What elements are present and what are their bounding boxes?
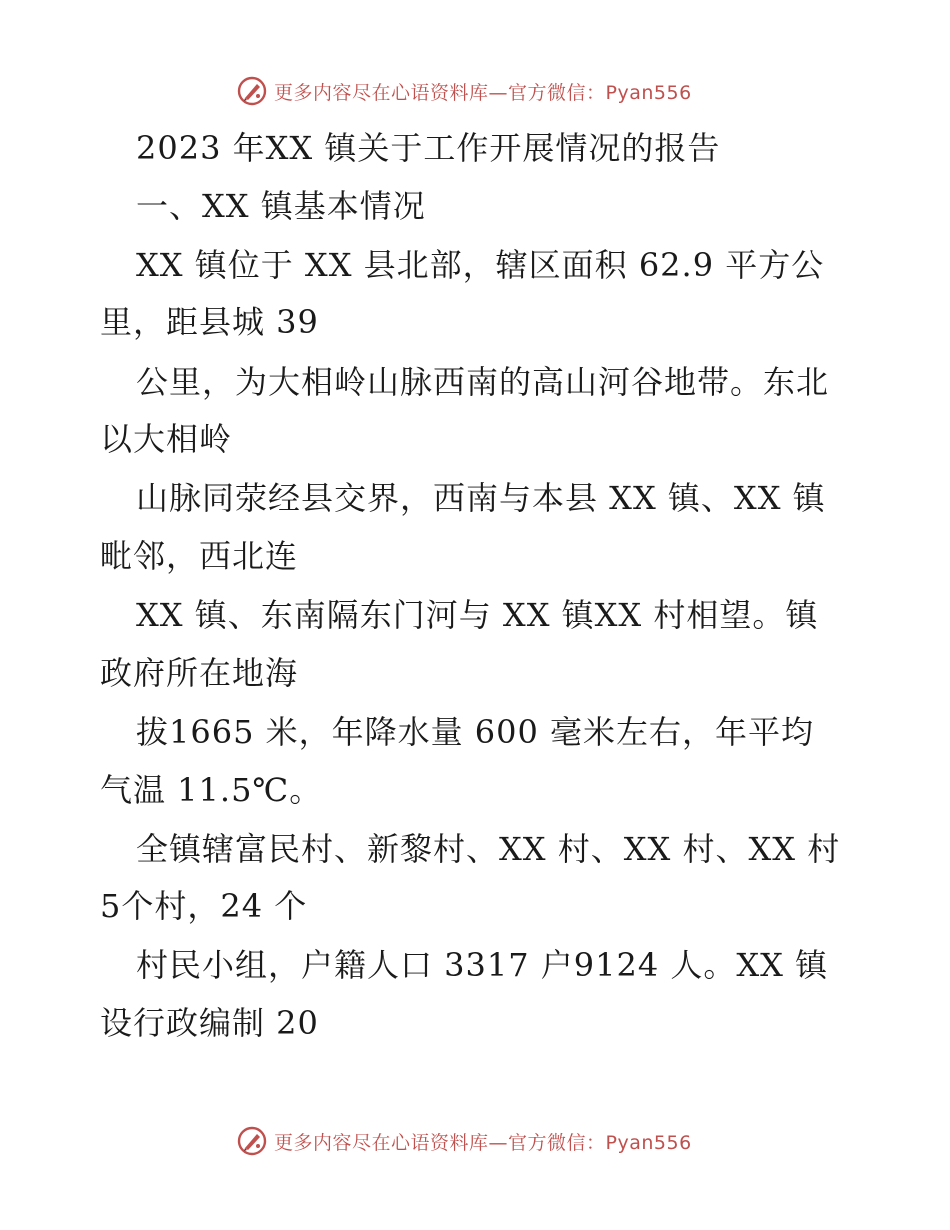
paragraph-line: 设行政编制 20	[100, 1004, 319, 1042]
paragraph-line: 以大相岭	[100, 420, 233, 458]
pen-seal-logo-icon	[236, 75, 268, 107]
paragraph-line: 5个村，24 个	[100, 887, 308, 925]
paragraph-line: 气温 11.5℃。	[100, 771, 323, 809]
paragraph-line: 政府所在地海	[100, 654, 299, 692]
section-heading: 一、XX 镇基本情况	[136, 187, 426, 225]
watermark-text: 更多内容尽在心语资料库—官方微信：Pyan556	[274, 81, 692, 104]
footer-watermark	[236, 1124, 692, 1158]
paragraph-line: XX 镇位于 XX 县北部，辖区面积 62.9 平方公	[136, 246, 825, 284]
watermark-text: 更多内容尽在心语资料库—官方微信：Pyan556	[274, 1131, 692, 1154]
paragraph-line: 公里，为大相岭山脉西南的高山河谷地带。东北	[136, 363, 830, 401]
paragraph-line: 拔1665 米，年降水量 600 毫米左右，年平均	[136, 713, 815, 751]
paragraph-line: 全镇辖富民村、新黎村、XX 村、XX 村、XX 村	[136, 830, 841, 868]
paragraph-line: 里，距县城 39	[100, 303, 319, 341]
pen-seal-logo-icon	[236, 1125, 268, 1157]
paragraph-line: 毗邻，西北连	[100, 537, 299, 575]
document-title: 2023 年XX 镇关于工作开展情况的报告	[136, 129, 721, 167]
paragraph-line: 村民小组，户籍人口 3317 户9124 人。XX 镇	[136, 946, 829, 984]
paragraph-line: XX 镇、东南隔东门河与 XX 镇XX 村相望。镇	[136, 596, 819, 634]
paragraph-line: 山脉同荥经县交界，西南与本县 XX 镇、XX 镇	[136, 479, 826, 517]
header-watermark	[236, 74, 692, 108]
